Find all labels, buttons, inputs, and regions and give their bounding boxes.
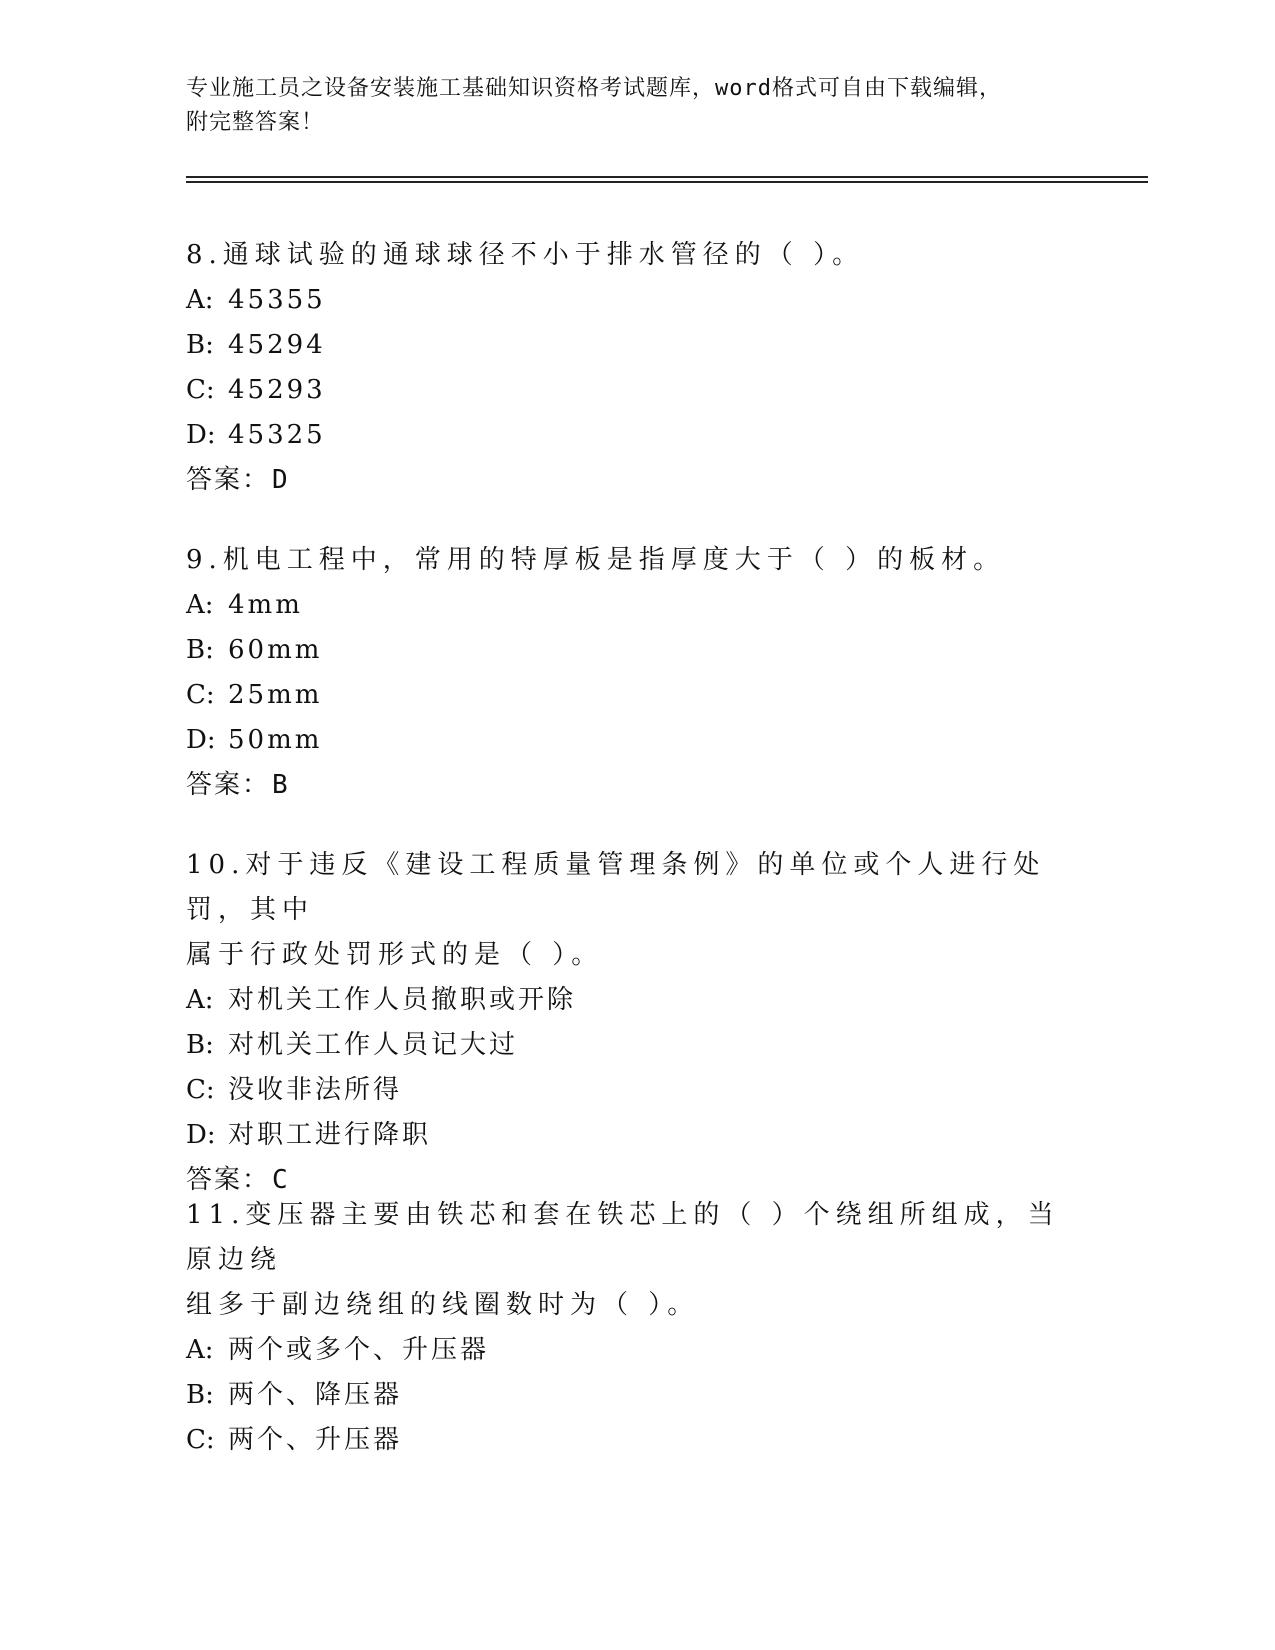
header-line-1: 专业施工员之设备安装施工基础知识资格考试题库，word格式可自由下载编辑， xyxy=(186,76,1002,101)
answer xyxy=(186,458,1086,503)
document-header xyxy=(186,72,1086,140)
option-text: 60mm xyxy=(228,635,323,665)
option-letter: B: xyxy=(186,635,214,665)
question-text-line-2: 组多于副边绕组的线圈数时为（ ）。 xyxy=(186,1290,700,1320)
answer xyxy=(186,763,1086,808)
header-divider-bottom xyxy=(186,181,1148,183)
option-b xyxy=(186,323,1086,368)
option-text: 4mm xyxy=(228,590,303,620)
option-b xyxy=(186,1023,1086,1068)
option-text: 45355 xyxy=(228,285,326,315)
option-text: 45294 xyxy=(228,330,326,360)
option-letter: B: xyxy=(186,1380,214,1410)
option-letter: B: xyxy=(186,1030,214,1060)
option-text: 两个、升压器 xyxy=(228,1425,403,1455)
question-10 xyxy=(186,843,1086,1203)
option-text: 45293 xyxy=(228,375,326,405)
option-letter: D: xyxy=(186,1120,216,1150)
question-text: 8.通球试验的通球球径不小于排水管径的（ ）。 xyxy=(186,240,865,270)
option-letter: D: xyxy=(186,420,216,450)
question-text: 9.机电工程中，常用的特厚板是指厚度大于（ ）的板材。 xyxy=(186,545,1006,575)
option-letter: C: xyxy=(186,1425,215,1455)
option-a xyxy=(186,583,1086,628)
question-8 xyxy=(186,233,1086,503)
option-text: 没收非法所得 xyxy=(228,1075,403,1105)
option-text: 45325 xyxy=(228,420,326,450)
option-letter: D: xyxy=(186,725,216,755)
option-text: 对职工进行降职 xyxy=(228,1120,432,1150)
answer-value: C xyxy=(272,1165,290,1195)
answer-label: 答案： xyxy=(186,770,271,800)
question-text-line-1: 10.对于违反《建设工程质量管理条例》的单位或个人进行处罚，其中 xyxy=(186,850,1046,925)
header-line-2: 附完整答案！ xyxy=(186,110,325,135)
option-letter: C: xyxy=(186,680,215,710)
option-text: 对机关工作人员撤职或开除 xyxy=(228,985,577,1015)
option-b xyxy=(186,628,1086,673)
option-c xyxy=(186,1068,1086,1113)
option-letter: A: xyxy=(186,590,214,620)
answer-value: D xyxy=(272,465,290,495)
answer-label: 答案： xyxy=(186,465,271,495)
question-text-line-2: 属于行政处罚形式的是（ ）。 xyxy=(186,940,604,970)
option-c xyxy=(186,1418,1086,1463)
option-d xyxy=(186,718,1086,763)
option-a xyxy=(186,978,1086,1023)
option-text: 25mm xyxy=(228,680,323,710)
option-letter: B: xyxy=(186,330,214,360)
answer-value: B xyxy=(272,770,290,800)
option-d xyxy=(186,1113,1086,1158)
answer-label: 答案： xyxy=(186,1165,271,1195)
question-9 xyxy=(186,538,1086,808)
option-c xyxy=(186,368,1086,413)
option-letter: C: xyxy=(186,375,215,405)
option-a xyxy=(186,1328,1086,1373)
option-letter: A: xyxy=(186,1335,214,1365)
option-text: 两个、降压器 xyxy=(228,1380,403,1410)
option-d xyxy=(186,413,1086,458)
option-text: 两个或多个、升压器 xyxy=(228,1335,490,1365)
question-11 xyxy=(186,1193,1086,1463)
header-divider-top xyxy=(186,176,1148,178)
option-letter: A: xyxy=(186,285,214,315)
option-text: 50mm xyxy=(228,725,323,755)
question-text-line-1: 11.变压器主要由铁芯和套在铁芯上的（ ）个绕组所组成，当原边绕 xyxy=(186,1200,1060,1275)
option-a xyxy=(186,278,1086,323)
option-text: 对机关工作人员记大过 xyxy=(228,1030,519,1060)
option-letter: C: xyxy=(186,1075,215,1105)
option-b xyxy=(186,1373,1086,1418)
option-c xyxy=(186,673,1086,718)
option-letter: A: xyxy=(186,985,214,1015)
